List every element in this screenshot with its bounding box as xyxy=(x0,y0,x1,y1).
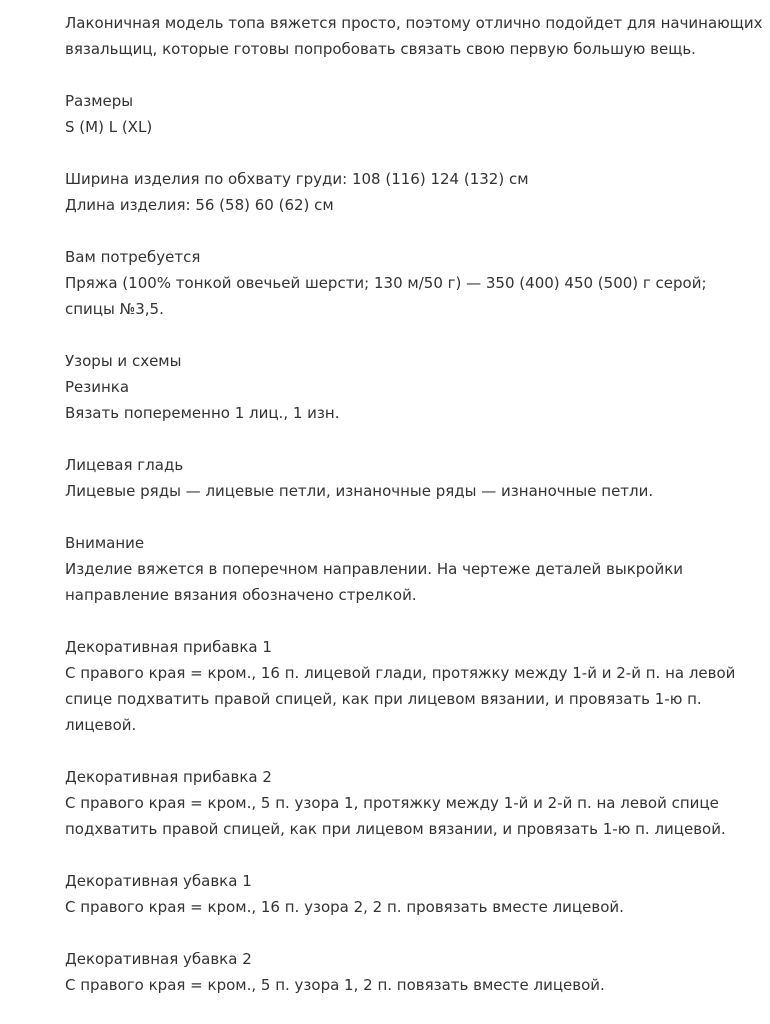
decrease2-title: Декоративная убавка 2 xyxy=(65,950,252,968)
text-line: Лаконичная модель топа вяжется просто, поэтому отлично подойдет для начинающих xyxy=(65,14,763,32)
text-line: вязальщиц, которые готовы попробовать связать свою первую большую вещь. xyxy=(65,40,696,58)
text-line: направление вязания обозначено стрелкой. xyxy=(65,586,417,604)
text-line: Пряжа (100% тонкой овечьей шерсти; 130 м/50 г) — 350 (400) 450 (500) г серой; xyxy=(65,274,707,292)
sizes-heading: Размеры xyxy=(65,92,134,110)
stockinette-text: Лицевые ряды — лицевые петли, изнаночные ряды — изнаночные петли. xyxy=(65,482,654,500)
increase2-title: Декоративная прибавка 2 xyxy=(65,768,272,786)
text-line: спицы №3,5. xyxy=(65,300,164,318)
sizes-section xyxy=(65,88,765,140)
patterns-heading: Узоры и схемы xyxy=(65,352,182,370)
ribbing-text: Вязать попеременно 1 лиц., 1 изн. xyxy=(65,404,340,422)
text-line: С правого края = кром., 5 п. узора 1, протяжку между 1-й и 2-й п. на левой спице xyxy=(65,794,719,812)
decrease2-section xyxy=(65,946,765,998)
ribbing-title: Резинка xyxy=(65,378,130,396)
sizes-value: S (M) L (XL) xyxy=(65,118,153,136)
decrease1-text: С правого края = кром., 16 п. узора 2, 2 п. провязать вместе лицевой. xyxy=(65,898,624,916)
length-line: Длина изделия: 56 (58) 60 (62) см xyxy=(65,196,334,214)
attention-title: Внимание xyxy=(65,534,145,552)
patterns-section xyxy=(65,348,765,426)
stockinette-title: Лицевая гладь xyxy=(65,456,184,474)
decrease1-section xyxy=(65,868,765,920)
increase2-section xyxy=(65,764,765,842)
width-line: Ширина изделия по обхвату груди: 108 (116) 124 (132) см xyxy=(65,170,529,188)
text-line: подхватить правой спицей, как при лицевом вязании, и провязать 1-ю п. лицевой. xyxy=(65,820,726,838)
article-body xyxy=(65,10,765,1024)
materials-section xyxy=(65,244,765,322)
text-line: Изделие вяжется в поперечном направлении. На чертеже деталей выкройки xyxy=(65,560,684,578)
attention-section xyxy=(65,530,765,608)
text-line: лицевой. xyxy=(65,716,137,734)
dimensions-section xyxy=(65,166,765,218)
text-line: С правого края = кром., 16 п. лицевой глади, протяжку между 1-й и 2-й п. на левой xyxy=(65,664,736,682)
intro-paragraph xyxy=(65,10,765,62)
text-line: спице подхватить правой спицей, как при лицевом вязании, и провязать 1-ю п. xyxy=(65,690,702,708)
decrease2-text: С правого края = кром., 5 п. узора 1, 2 п. повязать вместе лицевой. xyxy=(65,976,605,994)
materials-heading: Вам потребуется xyxy=(65,248,201,266)
increase1-title: Декоративная прибавка 1 xyxy=(65,638,272,656)
increase1-section xyxy=(65,634,765,738)
stockinette-section xyxy=(65,452,765,504)
decrease1-title: Декоративная убавка 1 xyxy=(65,872,252,890)
